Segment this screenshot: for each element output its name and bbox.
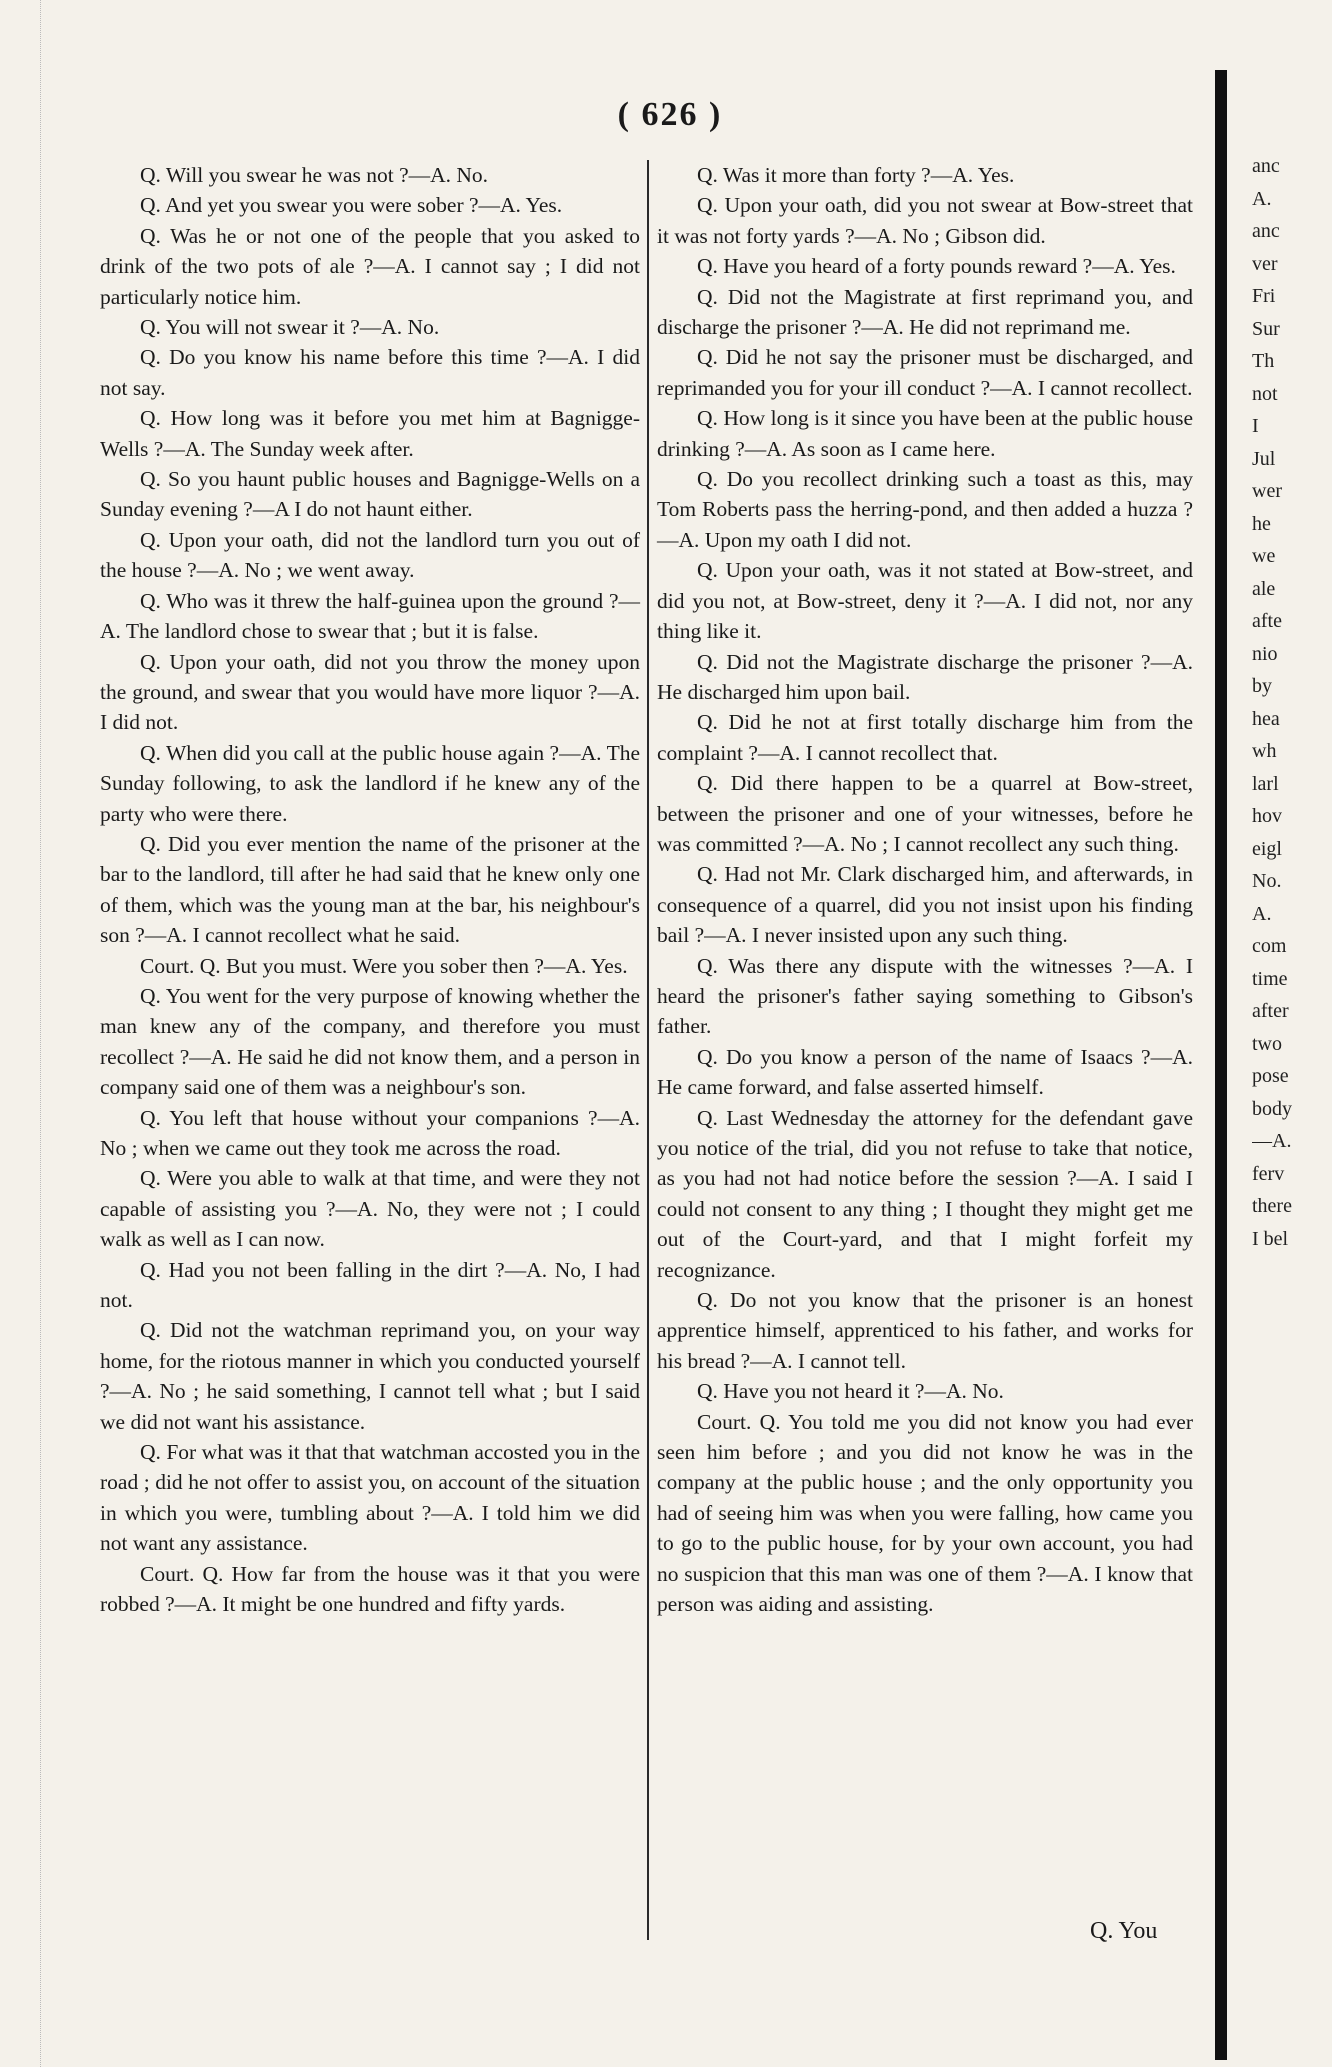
testimony-paragraph: Q. Was he or not one of the people that you asked to drink of the two pots of ale ?—A. I cannot say ; I did not particularly notice him. (100, 223, 640, 309)
testimony-paragraph: Q. Upon your oath, did you not swear at Bow-street that it was not forty yards ?—A. No ; Gibson did. (657, 193, 1193, 248)
facing-page-fragment: nio (1252, 642, 1278, 665)
page-number: ( 626 ) (617, 96, 723, 133)
testimony-paragraph: Q. Upon your oath, was it not stated at Bow-street, and did you not, at Bow-street, deny it ?—A. I did not, nor any thing like it. (657, 558, 1193, 644)
testimony-paragraph: Court. Q. You told me you did not know you had ever seen him before ; and you did not know he was in the company at the public house ; and the only opportunity you had of seeing him was when you were falling, how came you to go to the public house, for by your own account, you had no suspicion that this man was one of them ?—A. I know that person was aiding and assisting. (657, 1409, 1193, 1617)
facing-page-fragment: Fri (1252, 285, 1276, 307)
facing-page-fragment: A. (1252, 902, 1272, 925)
facing-page-fragment: not (1252, 382, 1278, 405)
facing-page-fragment: wh (1252, 740, 1277, 762)
facing-page-fragment: by (1252, 675, 1272, 697)
facing-page-fragment: ver (1252, 252, 1278, 275)
testimony-paragraph: Q. You will not swear it ?—A. No. (140, 315, 440, 340)
testimony-paragraph: Q. Upon your oath, did not the landlord turn you out of the house ?—A. No ; we went away. (100, 527, 640, 583)
testimony-paragraph: Q. Do you know his name before this time ?—A. I did not say. (100, 345, 640, 400)
testimony-paragraph: Q. How long was it before you met him at Bagnigge-Wells ?—A. The Sunday week after. (100, 406, 640, 461)
testimony-paragraph: Q. Do you know a person of the name of Isaacs ?—A. He came forward, and false asserted himself. (657, 1044, 1193, 1100)
facing-page-fragment: I bel (1252, 1227, 1289, 1250)
facing-page-edge (1252, 150, 1332, 1255)
facing-page-fragment: com (1252, 935, 1287, 957)
facing-page-fragment: No. (1252, 870, 1282, 892)
facing-page-fragment: body (1252, 1097, 1292, 1120)
testimony-paragraph: Q. So you haunt public houses and Bagnigge-Wells on a Sunday evening ?—A I do not haunt either. (100, 467, 640, 522)
facing-page-fragment: two (1252, 1032, 1282, 1055)
testimony-paragraph: Q. Have you heard of a forty pounds reward ?—A. Yes. (697, 254, 1176, 279)
testimony-paragraph: Q. Was there any dispute with the witnesses ?—A. I heard the prisoner's father saying something to Gibson's father. (657, 953, 1193, 1039)
testimony-paragraph: Q. Did he not say the prisoner must be discharged, and reprimanded you for your ill conduct ?—A. I cannot recollect. (657, 345, 1193, 400)
testimony-paragraph: Q. You went for the very purpose of knowing whether the man knew any of the company, and therefore you must recollect ?—A. He said he did not know them, and a person in company said one of them was a neighbour's son. (100, 983, 640, 1100)
testimony-paragraph: Q. Did you ever mention the name of the prisoner at the bar to the landlord, till after he had said that he knew only one of them, which was the young man at the bar, his neighbour's son ?—A. I cannot recollect what he said. (100, 831, 640, 948)
testimony-paragraph: Q. Will you swear he was not ?—A. No. (140, 163, 489, 187)
facing-page-fragment: larl (1252, 772, 1279, 795)
testimony-paragraph: Q. Do not you know that the prisoner is an honest apprentice himself, apprenticed to his father, and works for his bread ?—A. I cannot tell. (657, 1288, 1193, 1373)
facing-page-fragment: hea (1252, 707, 1280, 730)
facing-page-fragment: pose (1252, 1065, 1289, 1087)
testimony-paragraph: Q. For what was it that that watchman accosted you in the road ; did he not offer to assist you, on account of the situation in which you were, tumbling about ?—A. I told him we did not want any assistance. (100, 1440, 640, 1556)
facing-page-fragment: hov (1252, 805, 1282, 827)
facing-page-fragment: ale (1252, 577, 1276, 600)
facing-page-fragment: anc (1252, 155, 1280, 177)
testimony-paragraph: Q. You left that house without your companions ?—A. No ; when we came out they took me across the road. (100, 1105, 640, 1160)
testimony-paragraph: Q. When did you call at the public house again ?—A. The Sunday following, to ask the landlord if he knew any of the party who were there. (100, 740, 640, 826)
binding-gutter (1215, 70, 1227, 2060)
testimony-paragraph: Q. Had not Mr. Clark discharged him, and afterwards, in consequence of a quarrel, did you not insist upon his finding bail ?—A. I never insisted upon any such thing. (657, 862, 1193, 948)
facing-page-fragment: —A. (1252, 1130, 1292, 1152)
catchword: Q. You (1090, 1918, 1158, 1944)
testimony-paragraph: Q. Do you recollect drinking such a toast as this, may Tom Roberts pass the herring-pond, and then added a huzza ?—A. Upon my oath I did not. (657, 467, 1193, 552)
testimony-paragraph: Q. Last Wednesday the attorney for the defendant gave you notice of the trial, did you not refuse to take that notice, as you had not had notice before the session ?—A. I said I could not consent to any thing ; I thought they might get me out of the Court-yard, and that I might forfeit my recognizance. (657, 1105, 1193, 1282)
testimony-paragraph: Q. Did not the watchman reprimand you, on your way home, for the riotous manner in which you conducted yourself ?—A. No ; he said something, I cannot tell what ; but I said we did not want his assistance. (100, 1318, 640, 1434)
facing-page-fragment: time (1252, 967, 1288, 990)
facing-page-fragment: Th (1252, 350, 1275, 372)
testimony-paragraph: Q. And yet you swear you were sober ?—A. Yes. (140, 193, 563, 218)
testimony-paragraph: Q. Did not the Magistrate at first reprimand you, and discharge the prisoner ?—A. He did not reprimand me. (657, 284, 1193, 340)
left-page-margin (0, 0, 41, 2067)
facing-page-fragment: Sur (1252, 317, 1280, 340)
facing-page-fragment: wer (1252, 480, 1282, 502)
testimony-paragraph: Q. Have you not heard it ?—A. No. (697, 1379, 1004, 1404)
facing-page-fragment: A. (1252, 187, 1272, 210)
testimony-paragraph: Q. Did he not at first totally discharge him from the complaint ?—A. I cannot recollect that. (657, 710, 1193, 765)
testimony-paragraph: Q. Were you able to walk at that time, and were they not capable of assisting you ?—A. No, they were not ; I could walk as well as I can now. (100, 1166, 640, 1252)
facing-page-fragment: he (1252, 512, 1271, 535)
testimony-paragraph: Q. Had you not been falling in the dirt ?—A. No, I had not. (100, 1257, 640, 1313)
left-column (100, 160, 640, 1620)
testimony-paragraph: Q. Did not the Magistrate discharge the prisoner ?—A. He discharged him upon bail. (657, 649, 1193, 704)
testimony-paragraph: Q. How long is it since you have been at the public house drinking ?—A. As soon as I came here. (657, 406, 1193, 461)
facing-page-fragment: after (1252, 1000, 1289, 1022)
facing-page-fragment: afte (1252, 610, 1282, 632)
facing-page-fragment: ferv (1252, 1162, 1285, 1185)
right-column (657, 160, 1193, 1620)
column-divider (647, 160, 649, 1940)
facing-page-fragment: Jul (1252, 447, 1276, 470)
facing-page-fragment: anc (1252, 220, 1280, 242)
facing-page-fragment: eigl (1252, 837, 1282, 860)
facing-page-fragment: I (1252, 415, 1259, 437)
testimony-paragraph: Court. Q. But you must. Were you sober then ?—A. Yes. (140, 953, 628, 978)
testimony-paragraph: Q. Who was it threw the half-guinea upon the ground ?—A. The landlord chose to swear that ; but it is false. (100, 588, 640, 644)
testimony-paragraph: Court. Q. How far from the house was it that you were robbed ?—A. It might be one hundred and fifty yards. (100, 1561, 640, 1617)
facing-page-fragment: we (1252, 545, 1276, 567)
facing-page-fragment: there (1252, 1195, 1292, 1217)
testimony-paragraph: Q. Was it more than forty ?—A. Yes. (697, 163, 1015, 187)
testimony-paragraph: Q. Did there happen to be a quarrel at Bow-street, between the prisoner and one of your witnesses, before he was committed ?—A. No ; I cannot recollect any such thing. (657, 771, 1193, 856)
testimony-paragraph: Q. Upon your oath, did not you throw the money upon the ground, and swear that you would have more liquor ?—A. I did not. (100, 649, 640, 735)
